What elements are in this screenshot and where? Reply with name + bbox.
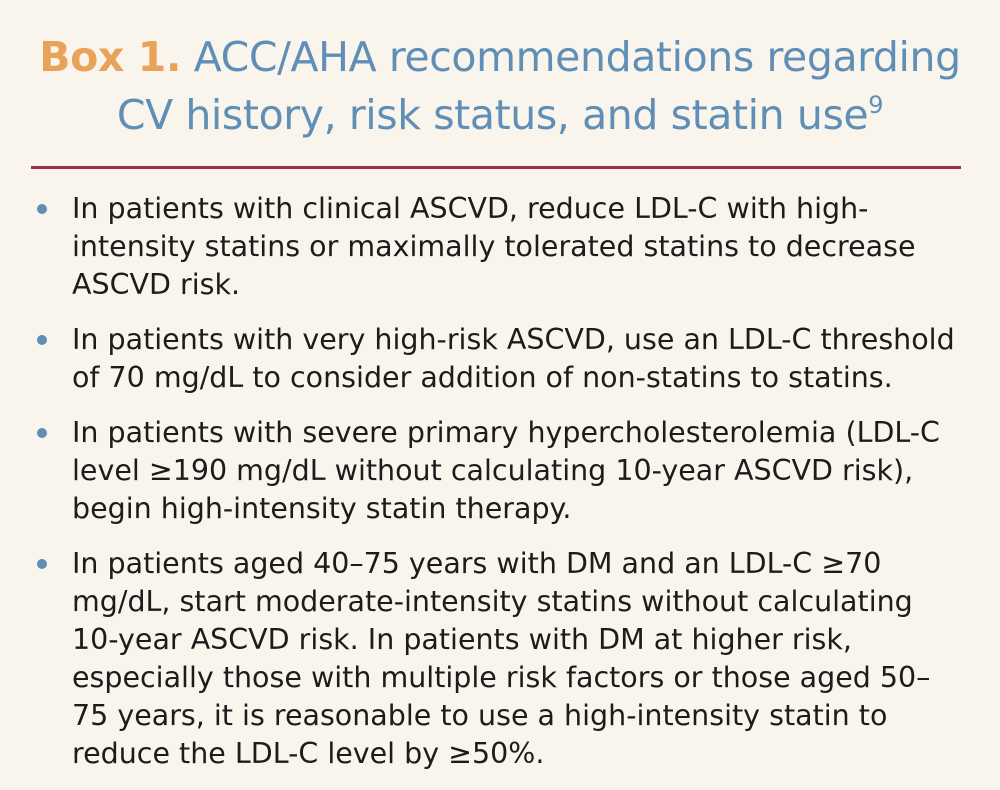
- title-line-1: [0, 28, 1000, 86]
- recommendation-text: In patients with severe primary hypercholesterolemia (LDL-C level ≥190 mg/dL without calculating 10-year ASCVD risk), begin high-intensity statin therapy.: [72, 416, 940, 525]
- recommendation-text: In patients aged 40–75 years with DM and an LDL-C ≥70 mg/dL, start moderate-intensity statins without calculating 10-year ASCVD risk. In patients with DM at higher risk, especially those with multiple risk factors or those aged 50–75 years, it is reasonable to use a high-intensity statin to reduce the LDL-C level by ≥50%.: [72, 547, 931, 770]
- bullet-dot-icon: [37, 335, 47, 345]
- bullet-dot-icon: [37, 204, 47, 214]
- recommendation-item: [36, 190, 966, 304]
- reference-superscript: 9: [868, 91, 884, 119]
- recommendation-item: [36, 545, 966, 773]
- recommendation-item: [36, 321, 966, 397]
- box-label: Box 1.: [39, 33, 182, 81]
- bullet-dot-icon: [37, 428, 47, 438]
- recommendation-item: [36, 414, 966, 528]
- recommendation-text: In patients with very high-risk ASCVD, use an LDL-C threshold of 70 mg/dL to consider addition of non-statins to statins.: [72, 323, 955, 394]
- recommendation-text: In patients with clinical ASCVD, reduce LDL-C with high-intensity statins or maximally tolerated statins to decrease ASCVD risk.: [72, 192, 916, 301]
- box-title: [0, 28, 1000, 144]
- title-text-1: ACC/AHA recommendations regarding: [193, 33, 961, 81]
- recommendation-list: [36, 190, 966, 790]
- title-divider: [31, 166, 961, 169]
- bullet-dot-icon: [37, 559, 47, 569]
- title-text-2: CV history, risk status, and statin use: [116, 91, 869, 139]
- title-line-2: [0, 86, 1000, 144]
